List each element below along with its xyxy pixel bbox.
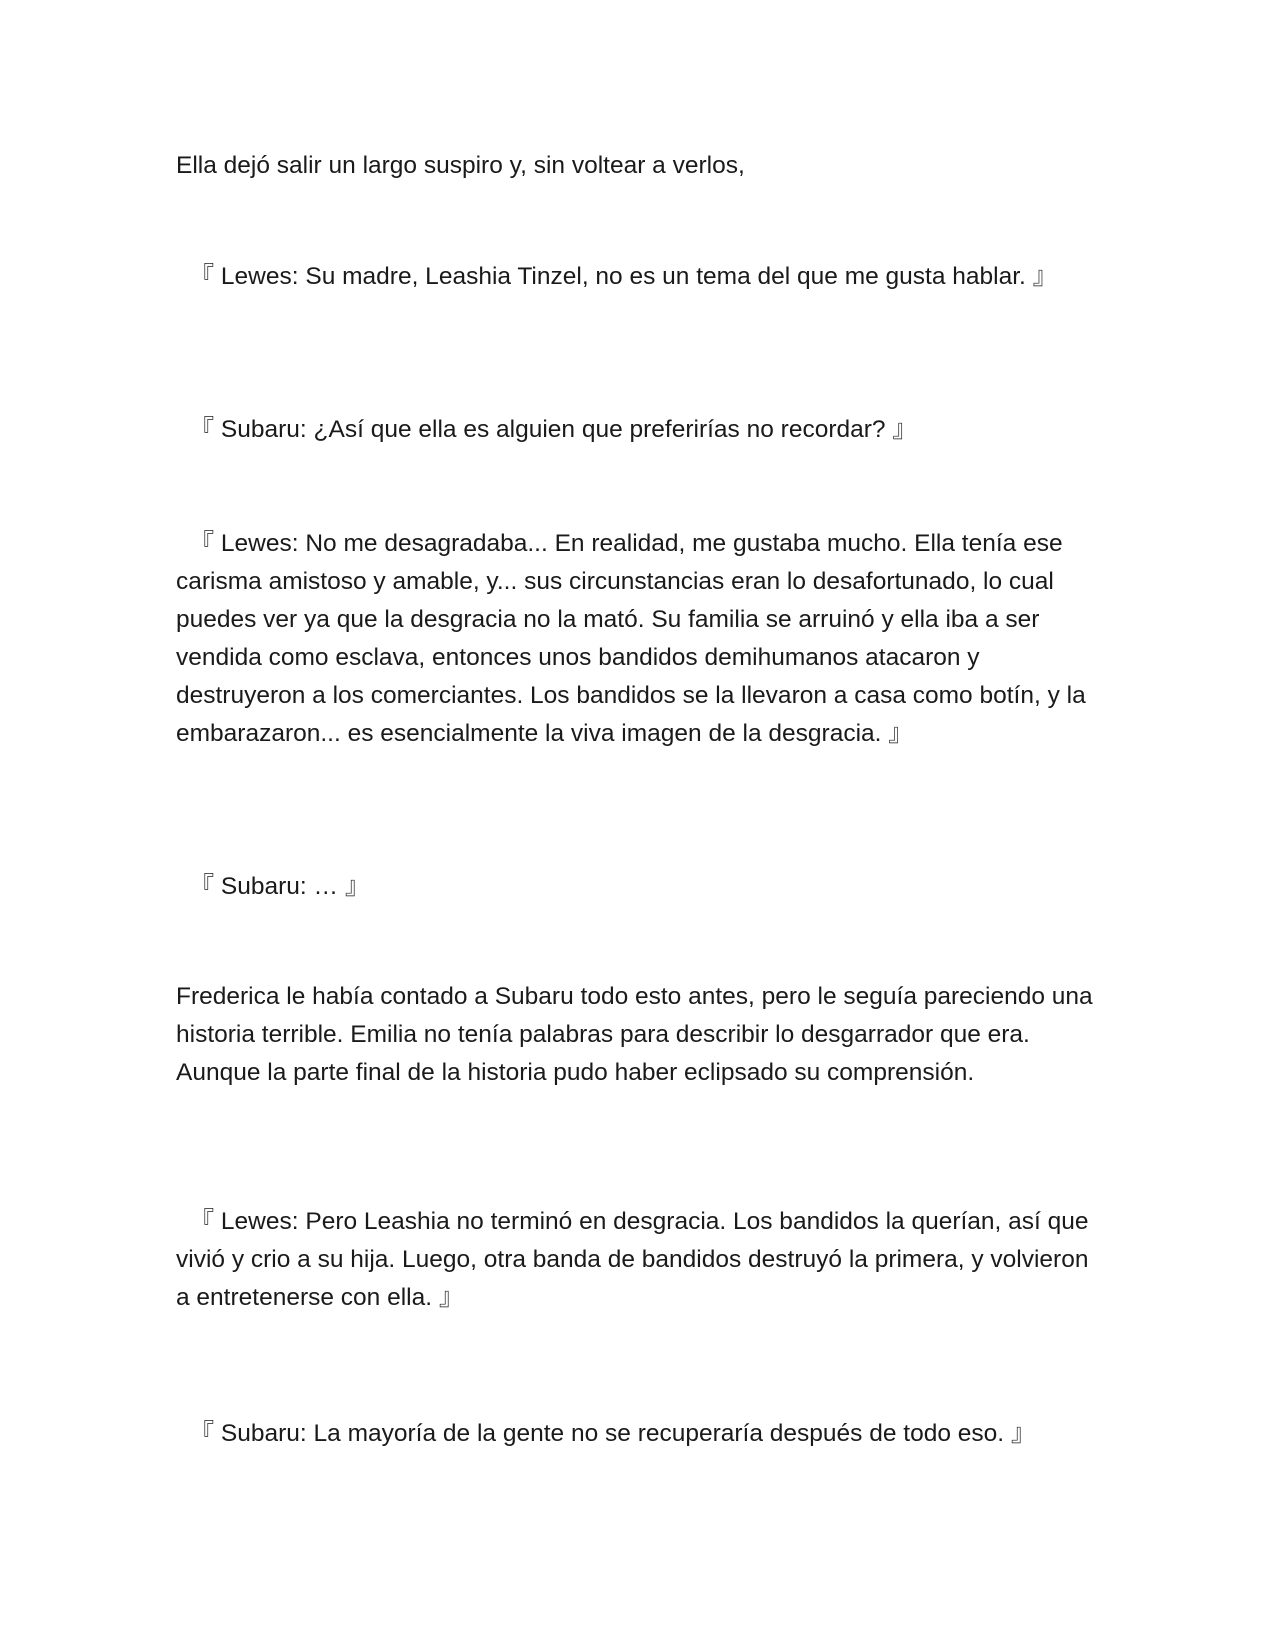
- dialogue-subaru: 『 Subaru: ¿Así que ella es alguien que preferirías no recordar? 』: [176, 416, 917, 443]
- dialogue-subaru: 『 Subaru: … 』: [176, 873, 370, 900]
- narration-paragraph: Ella dejó salir un largo suspiro y, sin voltear a verlos,: [176, 152, 745, 179]
- dialogue-subaru: 『 Subaru: La mayoría de la gente no se recuperaría después de todo eso. 』: [176, 1420, 1036, 1447]
- dialogue-lewes: 『 Lewes: Su madre, Leashia Tinzel, no es un tema del que me gusta hablar. 』: [176, 263, 1058, 290]
- narration-paragraph: Frederica le había contado a Subaru todo esto antes, pero le seguía pareciendo una historia terrible. Emilia no tenía palabras para describir lo desgarrador que era. Aunque la parte final de la historia pudo haber eclipsado su comprensión.: [176, 983, 1093, 1086]
- dialogue-lewes: 『 Lewes: No me desagradaba... En realidad, me gustaba mucho. Ella tenía ese carisma amistoso y amable, y... sus circunstancias eran lo desafortunado, lo cual puedes ver ya que la desgracia no la mató. Su familia se arruinó y ella iba a ser vendida como esclava, entonces unos bandidos demihumanos atacaron y destruyeron a los comerciantes. Los bandidos se la llevaron a casa como botín, y la embarazaron... es esencialmente la viva imagen de la desgracia. 』: [176, 530, 1086, 747]
- dialogue-lewes: 『 Lewes: Pero Leashia no terminó en desgracia. Los bandidos la querían, así que vivió y crio a su hija. Luego, otra banda de bandidos destruyó la primera, y volvieron a entretenerse con ella. 』: [176, 1208, 1089, 1311]
